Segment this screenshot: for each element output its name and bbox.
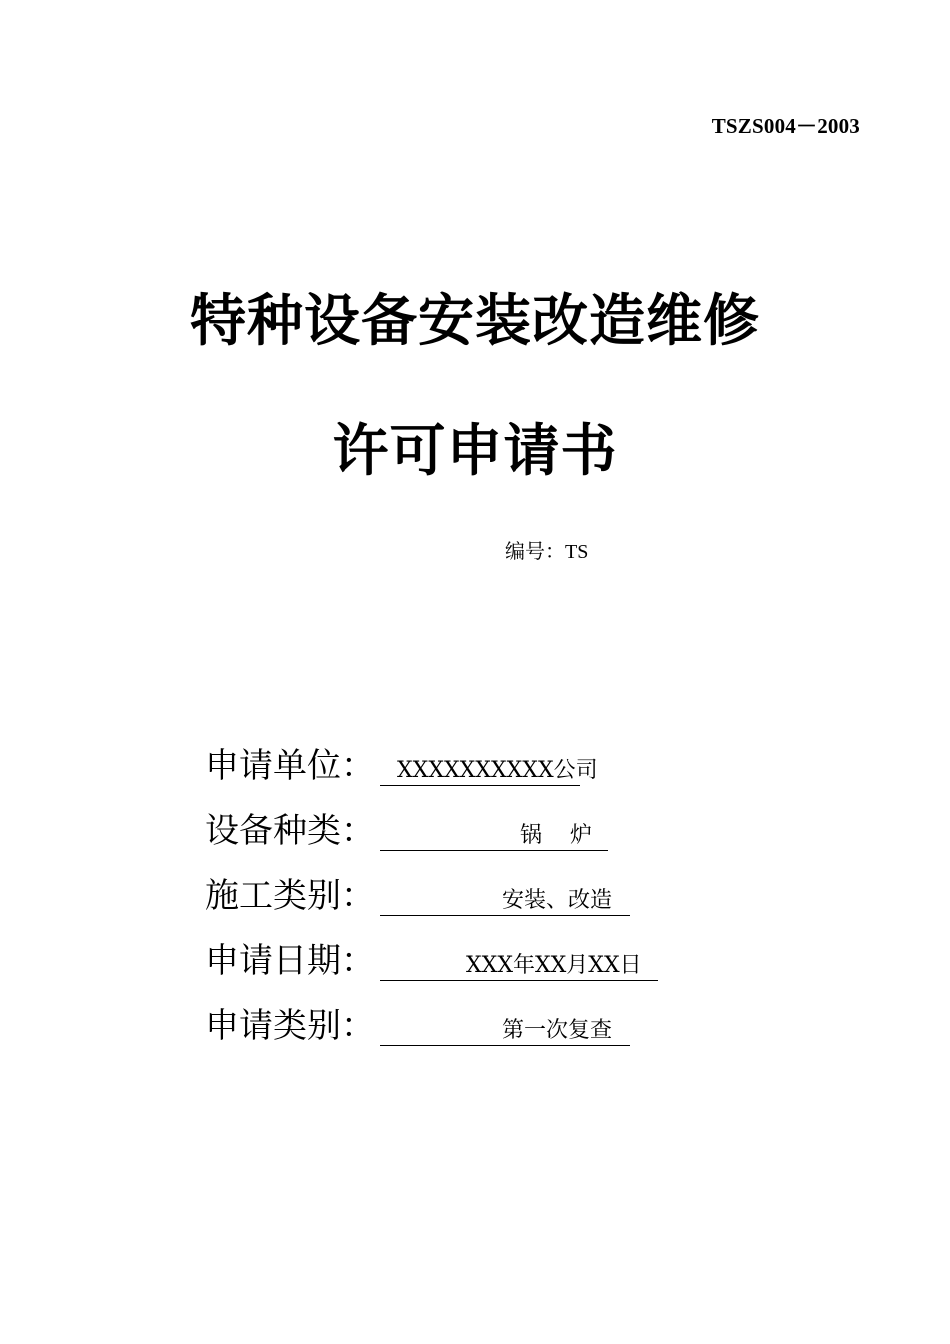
field-value-construction-type: 安装、改造 bbox=[380, 887, 630, 916]
field-row-equipment-type bbox=[205, 803, 658, 868]
serial-number-value: TS bbox=[565, 541, 589, 563]
serial-number-label: 编号： bbox=[505, 539, 565, 563]
field-row-application-date bbox=[205, 933, 658, 998]
document-code: TSZS004－2003 bbox=[711, 114, 860, 138]
field-value-application-date: XXX年XX月XX日 bbox=[380, 952, 658, 981]
application-fields bbox=[205, 738, 658, 1063]
field-value-equipment-type: 锅 炉 bbox=[380, 822, 608, 851]
serial-number bbox=[505, 535, 588, 564]
field-label-application-category: 申请类别： bbox=[205, 1006, 375, 1046]
field-row-application-category bbox=[205, 998, 658, 1063]
field-row-construction-type bbox=[205, 868, 658, 933]
field-row-applicant bbox=[205, 738, 658, 803]
field-value-applicant: XXXXXXXXXX公司 bbox=[380, 757, 580, 786]
field-label-application-date: 申请日期： bbox=[205, 941, 375, 981]
document-title-line-2: 许可申请书 bbox=[332, 419, 618, 484]
field-label-construction-type: 施工类别： bbox=[205, 876, 375, 916]
field-value-application-category: 第一次复查 bbox=[380, 1017, 630, 1046]
document-title-line-1: 特种设备安装改造维修 bbox=[190, 289, 760, 354]
field-label-equipment-type: 设备种类： bbox=[205, 811, 375, 851]
field-label-applicant: 申请单位： bbox=[205, 746, 375, 786]
